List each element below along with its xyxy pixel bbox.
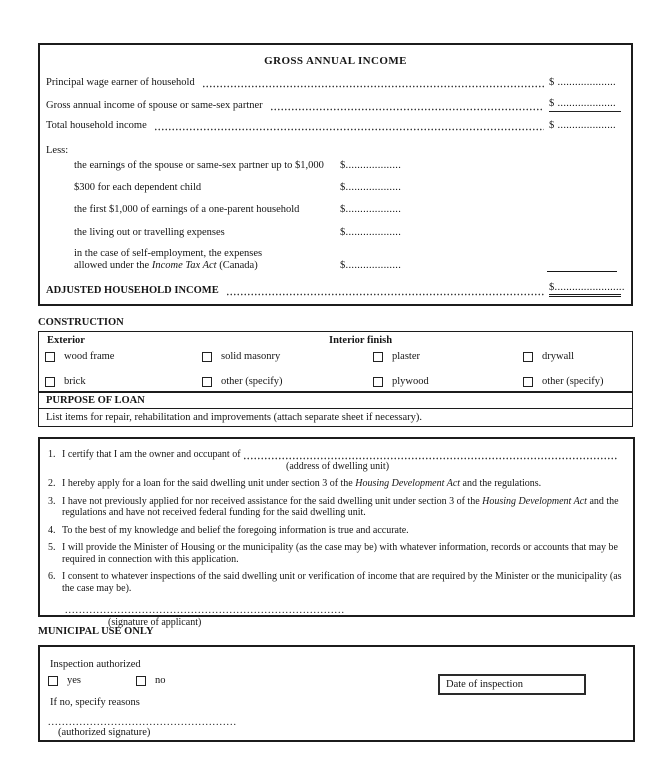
checkbox-label: brick xyxy=(64,376,86,387)
checkbox-label: other (specify) xyxy=(221,376,283,387)
income-section-title: GROSS ANNUAL INCOME xyxy=(264,55,407,67)
amount-field-spouse-earnings[interactable]: $................... xyxy=(340,160,402,171)
income-tax-act-italic: Income Tax Act xyxy=(151,260,217,271)
self-employment-line2-post: (Canada) xyxy=(216,260,258,271)
option-plaster xyxy=(373,351,420,363)
housing-development-act-italic: Housing Development Act xyxy=(355,478,461,489)
checkbox-no[interactable] xyxy=(136,676,146,686)
deduction-row xyxy=(74,182,621,194)
income-row-label: Gross annual income of spouse or same-sex partner xyxy=(46,100,263,111)
item-number: 4. xyxy=(48,524,56,536)
checkbox-wood-frame[interactable] xyxy=(45,352,55,362)
deduction-label xyxy=(74,248,340,272)
municipal-use-heading: MUNICIPAL USE ONLY xyxy=(38,626,154,637)
authorized-signature-caption: (authorized signature) xyxy=(58,727,151,738)
certification-item-1 xyxy=(48,449,623,472)
municipal-use-section xyxy=(38,645,635,742)
less-label: Less: xyxy=(46,145,69,156)
certify-owner-text: I certify that I am the owner and occupant of xyxy=(62,449,241,460)
certification-text: I consent to whatever inspections of the said dwelling unit or verification of income that are required by the Minister or the municipality (as the case may be). xyxy=(62,571,622,594)
checkbox-label: drywall xyxy=(542,351,575,362)
purpose-instruction-row[interactable] xyxy=(38,408,633,427)
certification-item-5 xyxy=(48,542,623,565)
amount-field-travelling-expenses[interactable]: $................... xyxy=(340,227,402,238)
dotted-leader xyxy=(154,122,544,132)
purpose-instruction: List items for repair, rehabilitation and improvements (attach separate sheet if necessary). xyxy=(46,412,422,423)
amount-field-total[interactable]: $ .................... xyxy=(549,120,616,131)
certification-item-4 xyxy=(48,525,623,537)
option-drywall xyxy=(523,351,574,363)
applicant-signature-line[interactable]: ................................................................................ xyxy=(65,605,345,616)
text-segment: and the regulations. xyxy=(460,478,542,489)
checkbox-label: no xyxy=(155,675,166,686)
item-number: 3. xyxy=(48,495,56,507)
deduction-label: the earnings of the spouse or same-sex partner up to $1,000 xyxy=(74,160,324,171)
income-row-principal xyxy=(46,77,621,89)
checkbox-label: solid masonry xyxy=(221,351,281,362)
item-number: 1. xyxy=(48,449,56,460)
adjusted-income-row xyxy=(46,282,625,297)
income-row-total xyxy=(46,120,621,132)
option-other-interior xyxy=(523,376,604,388)
certification-item-3 xyxy=(48,496,623,519)
dotted-leader xyxy=(226,287,544,297)
option-plywood xyxy=(373,376,429,388)
construction-section xyxy=(38,331,633,392)
certification-item-2 xyxy=(48,478,623,490)
checkbox-drywall[interactable] xyxy=(523,352,533,362)
applicant-signature-block xyxy=(65,605,623,628)
amount-field-one-parent[interactable]: $................... xyxy=(340,204,402,215)
interior-finish-column-header: Interior finish xyxy=(329,335,393,346)
deduction-label: the first $1,000 of earnings of a one-parent household xyxy=(74,204,300,215)
self-employment-line1: in the case of self-employment, the expenses xyxy=(74,248,263,259)
checkbox-other-exterior[interactable] xyxy=(202,377,212,387)
dotted-leader xyxy=(202,79,544,89)
certification-text xyxy=(62,496,623,519)
purpose-heading: PURPOSE OF LOAN xyxy=(46,395,145,406)
income-row-label: Principal wage earner of household xyxy=(46,77,195,88)
certification-text xyxy=(62,478,623,490)
certification-section xyxy=(38,437,635,628)
date-of-inspection-box[interactable] xyxy=(438,674,586,695)
checkbox-solid-masonry[interactable] xyxy=(202,352,212,362)
income-row-label: Total household income xyxy=(46,120,147,131)
date-of-inspection-label: Date of inspection xyxy=(446,679,523,690)
certification-text: I will provide the Minister of Housing or the municipality (as the case may be) with whatever information, records or accounts that may be required in connection with this application. xyxy=(62,542,618,565)
inspection-authorized-label: Inspection authorized xyxy=(50,659,141,670)
certification-text: To the best of my knowledge and belief the foregoing information is true and accurate. xyxy=(62,524,409,536)
amount-field-self-employment[interactable]: $................... xyxy=(340,260,402,271)
applicant-signature-caption: (signature of applicant) xyxy=(108,616,202,628)
housing-development-act-italic: Housing Development Act xyxy=(482,495,587,507)
checkbox-plywood[interactable] xyxy=(373,377,383,387)
option-no xyxy=(136,675,166,687)
deduction-label: $300 for each dependent child xyxy=(74,182,202,193)
income-row-spouse xyxy=(46,98,621,112)
text-segment: and the regulations and have not received federal funding for the said dwelling unit. xyxy=(62,495,619,518)
checkbox-yes[interactable] xyxy=(48,676,58,686)
address-caption: (address of dwelling unit) xyxy=(286,460,390,472)
amount-field-dependent-child[interactable]: $................... xyxy=(340,182,402,193)
checkbox-label: yes xyxy=(67,675,81,686)
text-segment: I have not previously applied for nor received assistance for the said dwelling unit under section 3 of the xyxy=(62,495,483,507)
option-wood-frame xyxy=(45,351,114,363)
deduction-row-self-employment xyxy=(74,248,621,272)
amount-field-spouse[interactable]: $ .................... xyxy=(549,98,621,112)
amount-field-principal[interactable]: $ .................... xyxy=(549,77,616,88)
item-number: 6. xyxy=(48,571,56,582)
exterior-column-header: Exterior xyxy=(47,335,85,346)
option-other-exterior xyxy=(202,376,283,388)
text-segment: I hereby apply for a loan for the said dwelling unit under section 3 of the xyxy=(62,478,356,489)
item-number: 5. xyxy=(48,542,56,553)
deduction-label: the living out or travelling expenses xyxy=(74,227,225,238)
deduction-row xyxy=(74,160,621,172)
checkbox-label: plaster xyxy=(392,351,420,362)
address-field[interactable] xyxy=(243,451,618,461)
checkbox-label: wood frame xyxy=(64,351,115,362)
checkbox-label: other (specify) xyxy=(542,376,604,387)
checkbox-other-interior[interactable] xyxy=(523,377,533,387)
gross-annual-income-section xyxy=(38,43,633,306)
item-number: 2. xyxy=(48,478,56,489)
subtotal-rule xyxy=(547,271,617,272)
deduction-row xyxy=(74,204,621,216)
adjusted-income-label: ADJUSTED HOUSEHOLD INCOME xyxy=(46,285,219,296)
option-yes xyxy=(48,675,81,687)
checkbox-label: plywood xyxy=(392,376,429,387)
checkbox-plaster[interactable] xyxy=(373,352,383,362)
if-no-specify-label: If no, specify reasons xyxy=(50,697,140,708)
option-brick xyxy=(45,376,86,388)
self-employment-line2-pre: allowed under the xyxy=(74,260,152,271)
construction-heading: CONSTRUCTION xyxy=(38,317,124,328)
certification-item-6 xyxy=(48,571,623,594)
amount-field-adjusted-income[interactable]: $........................ xyxy=(549,282,621,297)
checkbox-brick[interactable] xyxy=(45,377,55,387)
option-solid-masonry xyxy=(202,351,280,363)
authorized-signature-line[interactable]: ...................................................... xyxy=(48,717,237,728)
dotted-leader xyxy=(270,102,544,112)
purpose-of-loan-section xyxy=(38,392,633,409)
deduction-row xyxy=(74,227,621,239)
